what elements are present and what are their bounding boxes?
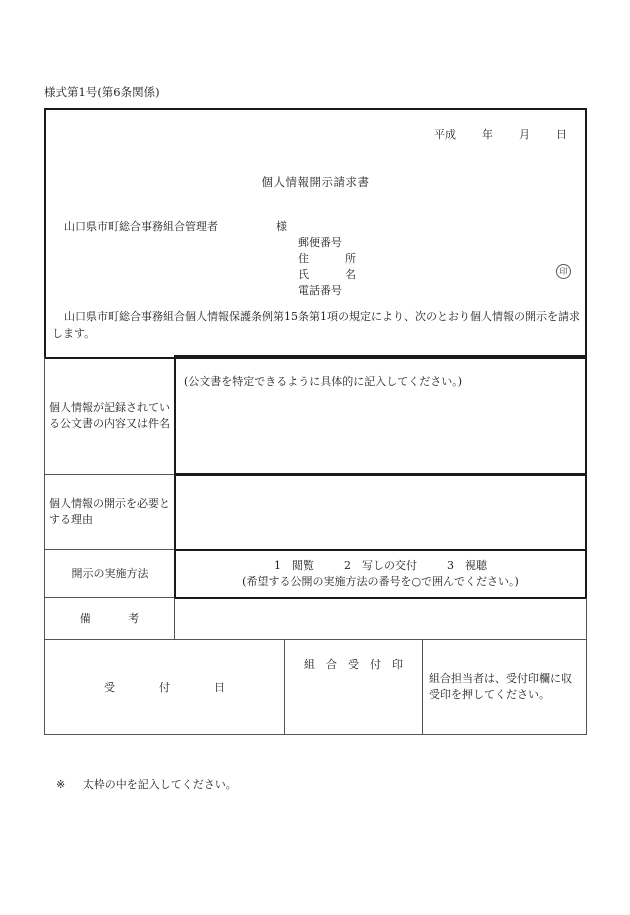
remarks-label-a: 備: [79, 611, 91, 625]
remarks-input[interactable]: [175, 598, 587, 640]
stamp-char-1: 組: [304, 658, 315, 671]
phone-field[interactable]: [298, 283, 356, 299]
name-label-b: 名: [345, 268, 356, 281]
stamp-char-5: 印: [392, 658, 403, 671]
address-field[interactable]: [298, 251, 356, 267]
method-row: [44, 550, 587, 598]
reception-date-char-3: 日: [214, 681, 225, 694]
method-option-copy[interactable]: 2 写しの交付: [344, 559, 417, 572]
method-label: 開示の実施方法: [44, 550, 175, 598]
date-day[interactable]: 日: [556, 128, 567, 141]
addressee: 山口県市町総合事務組合管理者: [64, 220, 218, 233]
name-label-a: 氏: [298, 268, 309, 281]
form-id: 様式第1号(第6条関係): [44, 85, 160, 99]
reason-row: [44, 475, 587, 550]
reception-row: [44, 640, 587, 735]
document-content-input[interactable]: [174, 355, 587, 475]
document-content-hint: (公文書を特定できるように具体的に記入してください。): [184, 375, 463, 388]
remarks-label-b: 考: [128, 611, 140, 625]
reception-stamp-cell[interactable]: [285, 640, 423, 735]
reason-label: 個人情報の開示を必要とする理由: [44, 475, 175, 550]
address-label-b: 所: [345, 252, 356, 265]
address-label-a: 住: [298, 252, 309, 265]
postal-code-field[interactable]: [298, 235, 356, 251]
request-header-box: [44, 108, 587, 359]
method-option-view[interactable]: 1 閲覧: [274, 559, 314, 572]
date-year[interactable]: 年: [482, 128, 493, 141]
document-content-label: 個人情報が記録されている公文書の内容又は件名: [44, 357, 175, 475]
date-month[interactable]: 月: [519, 128, 530, 141]
reference-mark-icon: ※: [56, 778, 66, 791]
reception-date-char-2: 付: [159, 681, 170, 694]
applicant-fields: [298, 235, 356, 299]
reception-date-cell[interactable]: [44, 640, 285, 735]
reception-note: 組合担当者は、受付印欄に収受印を押してください。: [423, 640, 587, 735]
date-row: [434, 126, 567, 142]
remarks-row: [44, 598, 587, 640]
phone-label: 電話番号: [298, 284, 342, 297]
reason-input[interactable]: [174, 474, 587, 551]
honorific: 様: [276, 220, 287, 233]
document-title: 個人情報開示請求書: [261, 175, 370, 189]
reception-date-char-1: 受: [104, 681, 115, 694]
stamp-char-4: 付: [370, 658, 381, 671]
method-option-audiovisual[interactable]: 3 視聴: [447, 559, 487, 572]
method-options: [176, 551, 585, 574]
remarks-label: [44, 598, 175, 640]
date-era[interactable]: 平成: [434, 128, 456, 141]
seal-icon: 印: [556, 264, 571, 279]
method-select[interactable]: [174, 549, 587, 599]
method-instruction: (希望する公開の実施方法の番号を○で囲んでください。): [242, 575, 519, 588]
request-statement: 山口県市町総合事務組合個人情報保護条例第15条第1項の規定により、次のとおり個人情報の開示を請求します。: [52, 310, 580, 340]
stamp-char-3: 受: [348, 658, 359, 671]
footnote-text: 太枠の中を記入してください。: [82, 778, 237, 791]
stamp-char-2: 合: [326, 658, 337, 671]
footnote: [56, 776, 237, 792]
document-content-row: [44, 357, 587, 475]
name-field[interactable]: [298, 267, 356, 283]
postal-code-label: 郵便番号: [298, 236, 342, 249]
